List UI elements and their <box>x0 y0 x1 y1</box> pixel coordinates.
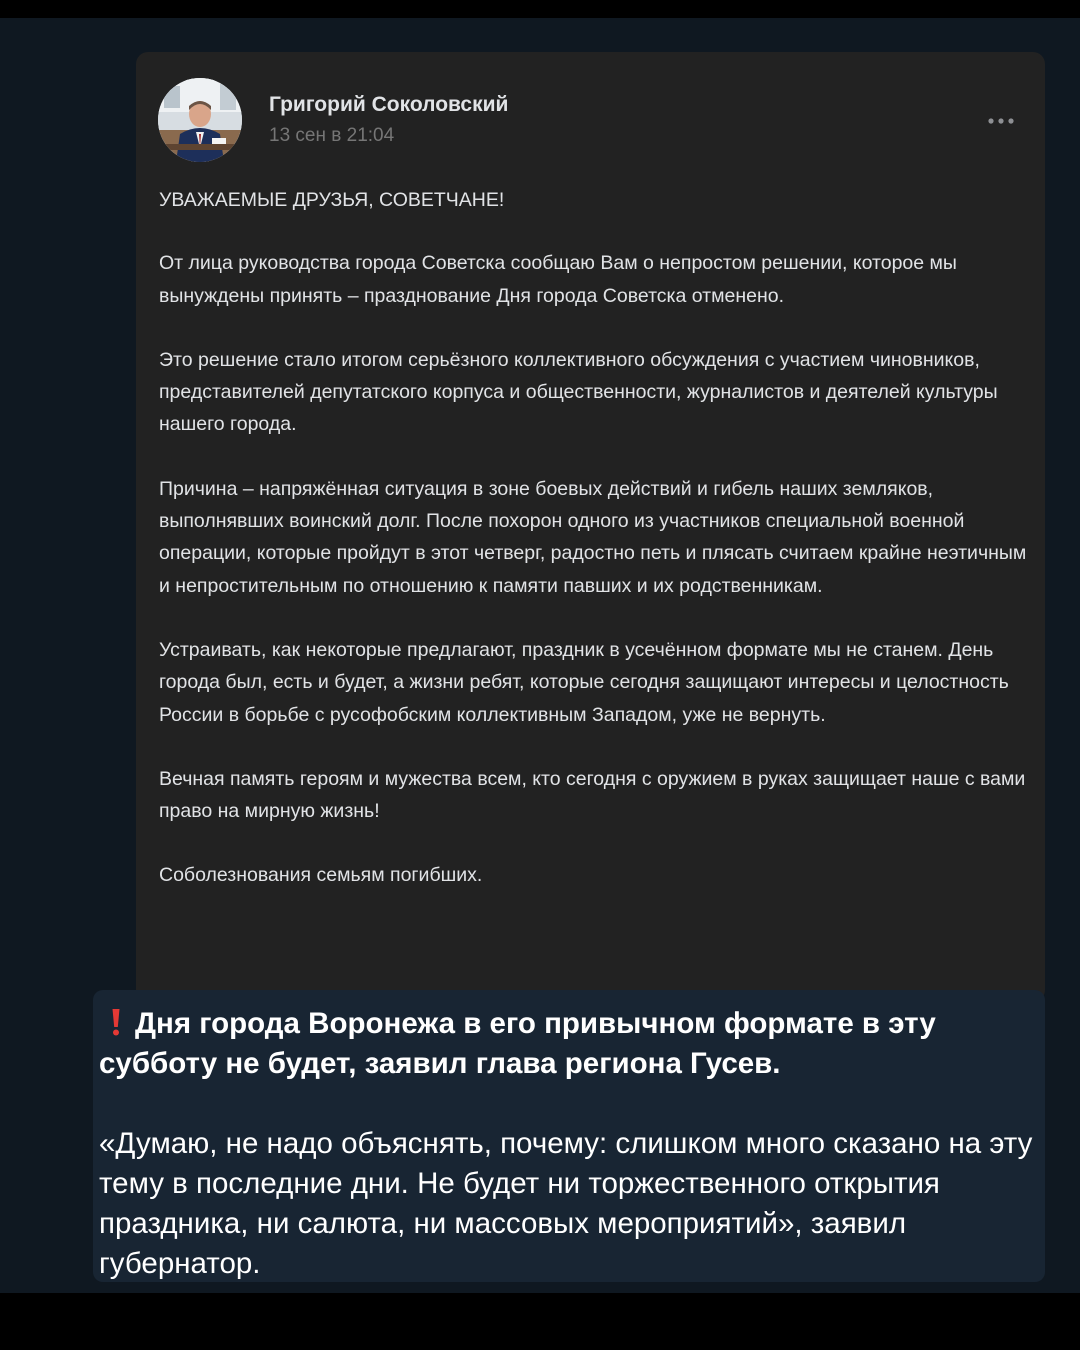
post-text <box>159 184 1029 924</box>
post-card <box>136 52 1045 1002</box>
news-message <box>93 990 1045 1282</box>
more-horizontal-icon[interactable] <box>984 112 1018 130</box>
post-paragraph: Соболезнования семьям погибших. <box>159 864 483 887</box>
author-avatar[interactable] <box>158 78 242 162</box>
screenshot-area <box>0 18 1080 1293</box>
post-date[interactable]: 13 сен в 21:04 <box>269 125 395 146</box>
red-exclamation-icon <box>111 1008 121 1036</box>
post-paragraph: Устраивать, как некоторые предлагают, праздник в усечённом формате мы не станем. День города был, есть и будет, а жизни ребят, которые сегодня защищают интересы и целостность России в борьбе с русофобским коллективным Западом, уже не вернуть. <box>159 638 1009 726</box>
news-headline-text: Дня города Воронежа в его привычном формате в эту субботу не будет, заявил глава региона Гусев. <box>99 1007 936 1080</box>
news-text <box>99 1004 1039 1284</box>
avatar-photo <box>158 78 242 162</box>
post-heading: УВАЖАЕМЫЕ ДРУЗЬЯ, СОВЕТЧАНЕ! <box>159 189 505 211</box>
news-headline <box>99 1004 1039 1084</box>
news-quote: «Думаю, не надо объяснять, почему: слишком много сказано на эту тему в последние дни. Не будет ни торжественного открытия праздника, ни салюта, ни массовых мероприятий», заявил губернатор. <box>99 1127 1033 1280</box>
post-paragraph: Это решение стало итогом серьёзного коллективного обсуждения с участием чиновников, представителей депутатского корпуса и общественности, журналистов и деятелей культуры нашего города. <box>159 348 998 436</box>
author-name[interactable]: Григорий Соколовский <box>269 93 509 116</box>
post-paragraph: Причина – напряжённая ситуация в зоне боевых действий и гибель наших земляков, выполнявших воинский долг. После похорон одного из участников специальной военной операции, которые пройдут в этот четверг, радостно петь и плясать считаем крайне неэтичным и непростительным по отношению к памяти павших и их родственникам. <box>159 477 1027 597</box>
post-paragraph: Вечная память героям и мужества всем, кто сегодня с оружием в руках защищает наше с вами право на мирную жизнь! <box>159 767 1026 823</box>
post-paragraph: От лица руководства города Советска сообщаю Вам о непростом решении, которое мы вынуждены принять – празднование Дня города Советска отменено. <box>159 252 957 307</box>
